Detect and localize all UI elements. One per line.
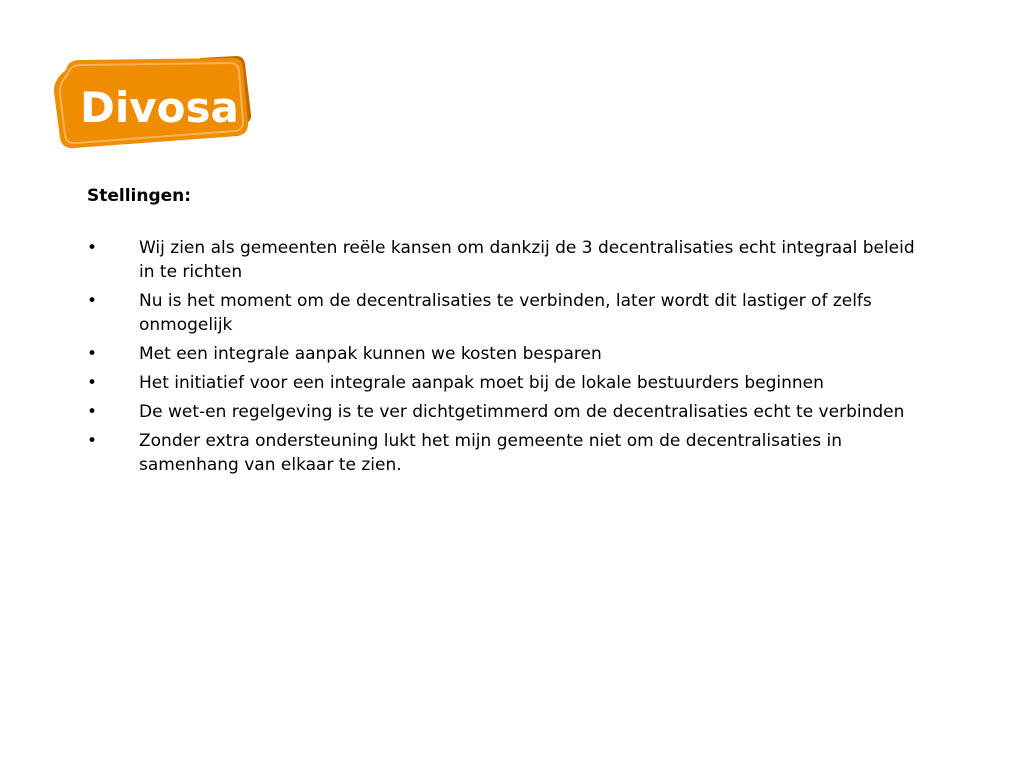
bullet-icon: • [87,402,98,422]
statement-text: Wij zien als gemeenten reële kansen om dankzij de 3 decentralisaties echt integraal beleid in te richten [139,238,915,282]
statement-text: De wet-en regelgeving is te ver dichtgetimmerd om de decentralisaties echt te verbinden [139,402,905,422]
bullet-icon: • [87,373,98,393]
slide-heading: Stellingen: [87,186,192,206]
statement-item [87,429,917,477]
statement-text: Het initiatief voor een integrale aanpak moet bij de lokale bestuurders beginnen [139,373,824,393]
statement-item [87,400,917,424]
statement-item [87,371,917,395]
bullet-icon: • [87,238,98,258]
statement-text: Nu is het moment om de decentralisaties te verbinden, later wordt dit lastiger of zelfs onmogelijk [139,291,872,335]
statement-item [87,342,917,366]
slide-content [87,184,917,482]
statement-text: Zonder extra ondersteuning lukt het mijn gemeente niet om de decentralisaties in samenhang van elkaar te zien. [139,431,843,475]
logo-text: Divosa [80,83,239,132]
divosa-logo-graphic [50,52,256,156]
statement-item [87,236,917,284]
statement-item [87,289,917,337]
bullet-icon: • [87,291,98,311]
bullet-icon: • [87,431,98,451]
statement-text: Met een integrale aanpak kunnen we kosten besparen [139,344,602,364]
divosa-logo [50,52,256,156]
statements-list [87,236,917,477]
bullet-icon: • [87,344,98,364]
